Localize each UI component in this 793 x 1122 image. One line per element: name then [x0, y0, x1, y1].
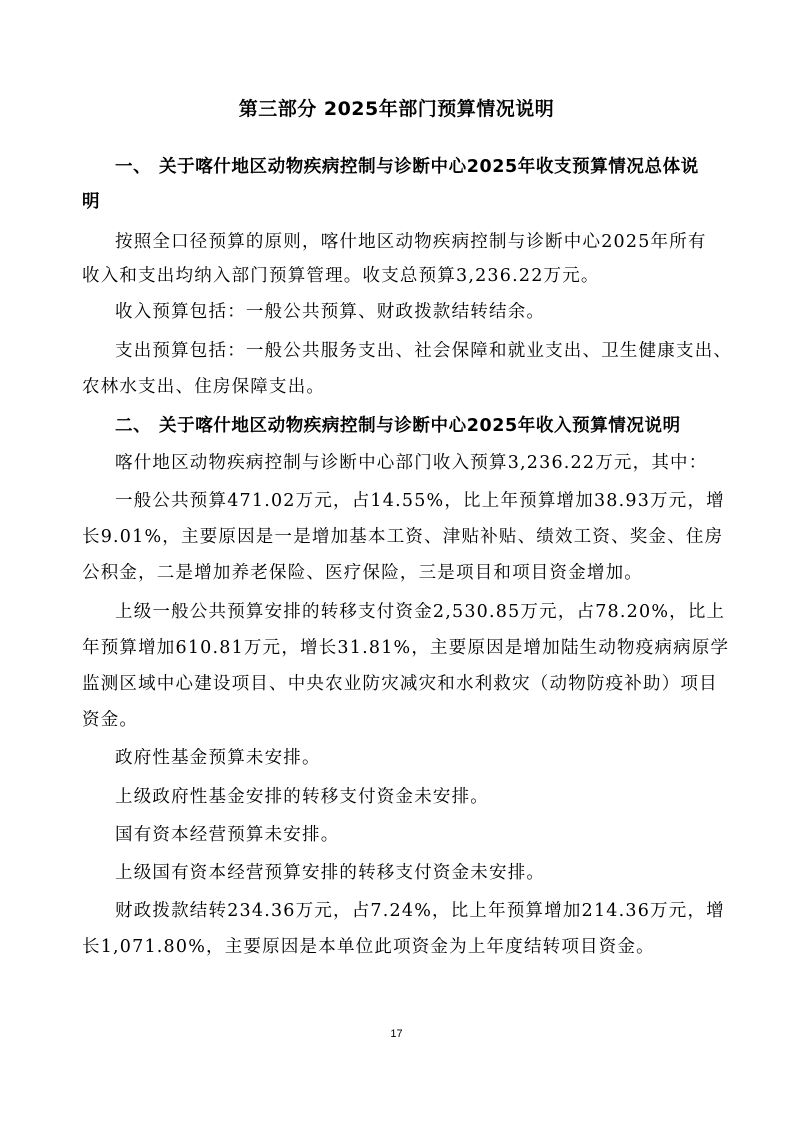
- paragraph-line: 上级一般公共预算安排的转移支付资金2,530.85万元，占78.20%，比上: [115, 602, 726, 622]
- paragraph-line: 长1,071.80%，主要原因是本单位此项资金为上年度结转项目资金。: [82, 937, 655, 957]
- section1-heading-line2: 明: [82, 192, 101, 212]
- paragraph-line: 资金。: [82, 710, 139, 730]
- paragraph-line: 年预算增加610.81万元，增长31.81%，主要原因是增加陆生动物疫病病原学: [82, 638, 730, 658]
- paragraph-line: 长9.01%，主要原因是一是增加基本工资、津贴补贴、绩效工资、奖金、住房: [82, 527, 724, 547]
- paragraph-line: 农林水支出、住房保障支出。: [82, 377, 326, 397]
- section1-heading-line1: 关于喀什地区动物疾病控制与诊断中心2025年收支预算情况总体说: [159, 157, 699, 177]
- paragraph-line: 国有资本经营预算未安排。: [115, 825, 340, 845]
- paragraph-line: 监测区域中心建设项目、中央农业防灾减灾和水利救灾（动物防疫补助）项目: [82, 674, 718, 694]
- paragraph-line: 按照全口径预算的原则，喀什地区动物疾病控制与诊断中心2025年所有: [115, 232, 707, 252]
- paragraph-line: 政府性基金预算未安排。: [115, 748, 321, 768]
- paragraph-line: 财政拨款结转234.36万元，占7.24%，比上年预算增加214.36万元，增: [115, 901, 725, 921]
- paragraph-line: 收入预算包括：一般公共预算、财政拨款结转结余。: [115, 302, 546, 322]
- paragraph-line: 上级政府性基金安排的转移支付资金未安排。: [115, 787, 489, 807]
- page-title: 第三部分 2025年部门预算情况说明: [238, 98, 555, 120]
- paragraph-line: 上级国有资本经营预算安排的转移支付资金未安排。: [115, 863, 546, 883]
- section1-number: 一、: [115, 157, 152, 177]
- paragraph-line: 公积金，二是增加养老保险、医疗保险，三是项目和项目资金增加。: [82, 563, 643, 583]
- paragraph-line: 支出预算包括：一般公共服务支出、社会保障和就业支出、卫生健康支出、: [115, 341, 733, 361]
- section2-number: 二、: [115, 416, 152, 436]
- page-number: 17: [390, 1028, 403, 1040]
- section2-heading: [115, 412, 681, 437]
- paragraph-line: 喀什地区动物疾病控制与诊断中心部门收入预算3,236.22万元，其中：: [115, 453, 708, 473]
- paragraph-line: 一般公共预算471.02万元，占14.55%，比上年预算增加38.93万元，增: [115, 491, 725, 511]
- paragraph-line: 收入和支出均纳入部门预算管理。收支总预算3,236.22万元。: [82, 266, 600, 286]
- section1-heading: [115, 153, 699, 178]
- section2-heading-text: 关于喀什地区动物疾病控制与诊断中心2025年收入预算情况说明: [159, 416, 681, 436]
